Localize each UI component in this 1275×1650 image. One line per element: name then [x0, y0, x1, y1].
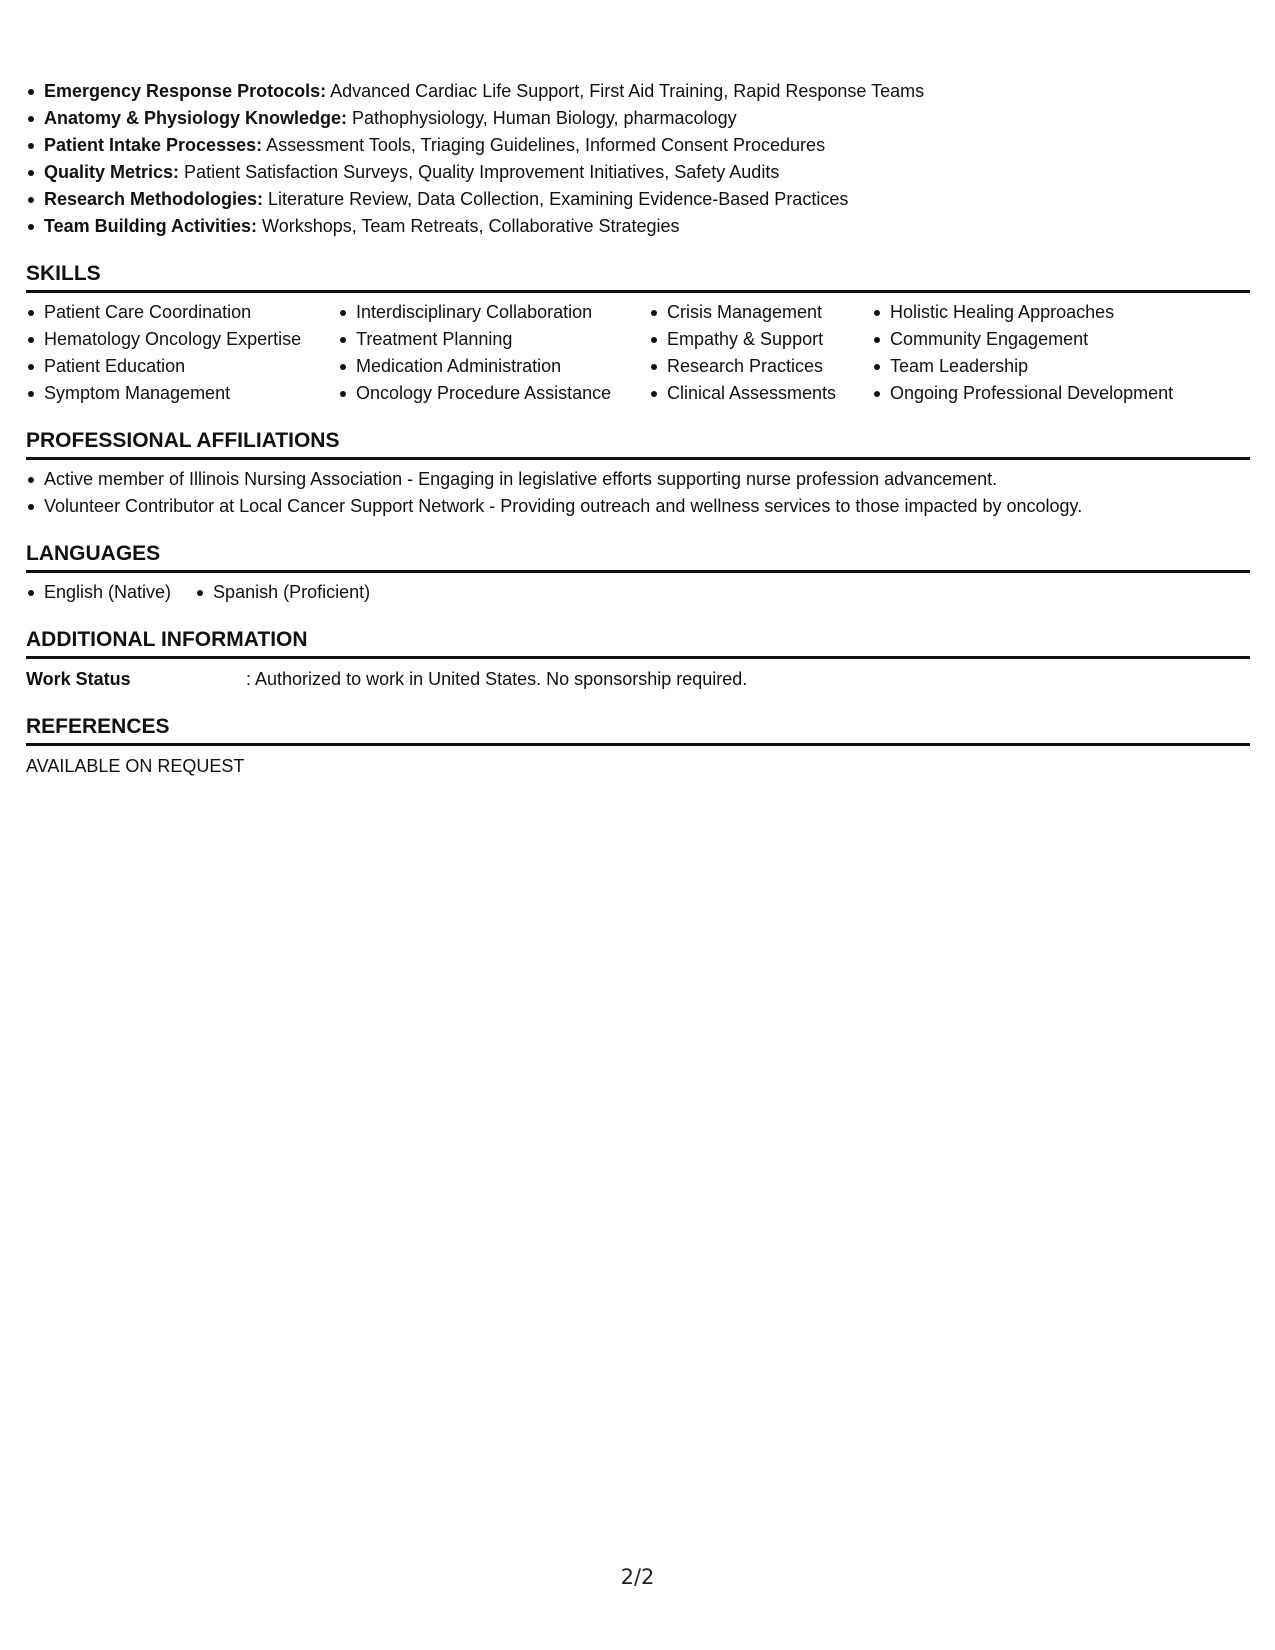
skill-item: Ongoing Professional Development	[872, 380, 1232, 407]
language-item: Spanish (Proficient)	[195, 579, 370, 606]
skills-column	[26, 299, 338, 407]
item-text: Advanced Cardiac Life Support, First Aid Training, Rapid Response Teams	[326, 81, 925, 101]
list-item	[26, 186, 1250, 213]
references-text: AVAILABLE ON REQUEST	[26, 756, 245, 776]
list-item	[26, 105, 1250, 132]
skills-heading: SKILLS	[26, 260, 1250, 293]
skill-item: Empathy & Support	[649, 326, 872, 353]
item-text: Assessment Tools, Triaging Guidelines, Informed Consent Procedures	[262, 135, 826, 155]
skill-item: Hematology Oncology Expertise	[26, 326, 338, 353]
languages-heading: LANGUAGES	[26, 540, 1250, 573]
page-number: 2/2	[620, 1565, 655, 1589]
item-label: Patient Intake Processes:	[44, 135, 263, 155]
skill-item: Clinical Assessments	[649, 380, 872, 407]
affiliations-heading: PROFESSIONAL AFFILIATIONS	[26, 427, 1250, 460]
affiliations-list	[26, 466, 1250, 520]
item-label: Team Building Activities:	[44, 216, 258, 236]
languages-list	[26, 579, 1250, 606]
skill-item: Community Engagement	[872, 326, 1232, 353]
affiliation-item: Active member of Illinois Nursing Association - Engaging in legislative efforts supporting nurse profession advancement.	[26, 466, 1250, 493]
work-status-label: Work Status	[26, 669, 131, 689]
item-text: Pathophysiology, Human Biology, pharmacology	[347, 108, 737, 128]
skill-item: Interdisciplinary Collaboration	[338, 299, 649, 326]
affiliation-item: Volunteer Contributor at Local Cancer Support Network - Providing outreach and wellness services to those impacted by oncology.	[26, 493, 1250, 520]
references-heading: REFERENCES	[26, 713, 1250, 746]
skill-item: Research Practices	[649, 353, 872, 380]
competencies-list	[26, 78, 1250, 240]
skill-item: Holistic Healing Approaches	[872, 299, 1232, 326]
language-item: English (Native)	[26, 579, 171, 606]
skill-item: Patient Care Coordination	[26, 299, 338, 326]
list-item	[26, 132, 1250, 159]
skill-item: Medication Administration	[338, 353, 649, 380]
skill-item: Oncology Procedure Assistance	[338, 380, 649, 407]
skill-item: Crisis Management	[649, 299, 872, 326]
additional-info-heading: ADDITIONAL INFORMATION	[26, 626, 1250, 659]
work-status-value: : Authorized to work in United States. No sponsorship required.	[246, 669, 748, 689]
skill-item: Treatment Planning	[338, 326, 649, 353]
skill-item: Symptom Management	[26, 380, 338, 407]
skill-item: Patient Education	[26, 353, 338, 380]
item-label: Anatomy & Physiology Knowledge:	[44, 108, 348, 128]
item-text: Literature Review, Data Collection, Examining Evidence-Based Practices	[263, 189, 849, 209]
work-status-row	[26, 665, 1250, 693]
skill-item: Team Leadership	[872, 353, 1232, 380]
item-label: Research Methodologies:	[44, 189, 264, 209]
item-text: Workshops, Team Retreats, Collaborative Strategies	[257, 216, 680, 236]
item-label: Quality Metrics:	[44, 162, 180, 182]
item-text: Patient Satisfaction Surveys, Quality Improvement Initiatives, Safety Audits	[179, 162, 780, 182]
skills-column	[872, 299, 1232, 407]
skills-column	[649, 299, 872, 407]
list-item	[26, 78, 1250, 105]
list-item	[26, 159, 1250, 186]
list-item	[26, 213, 1250, 240]
item-label: Emergency Response Protocols:	[44, 81, 327, 101]
skills-column	[338, 299, 649, 407]
resume-page	[26, 78, 1250, 780]
skills-grid	[26, 299, 1250, 407]
